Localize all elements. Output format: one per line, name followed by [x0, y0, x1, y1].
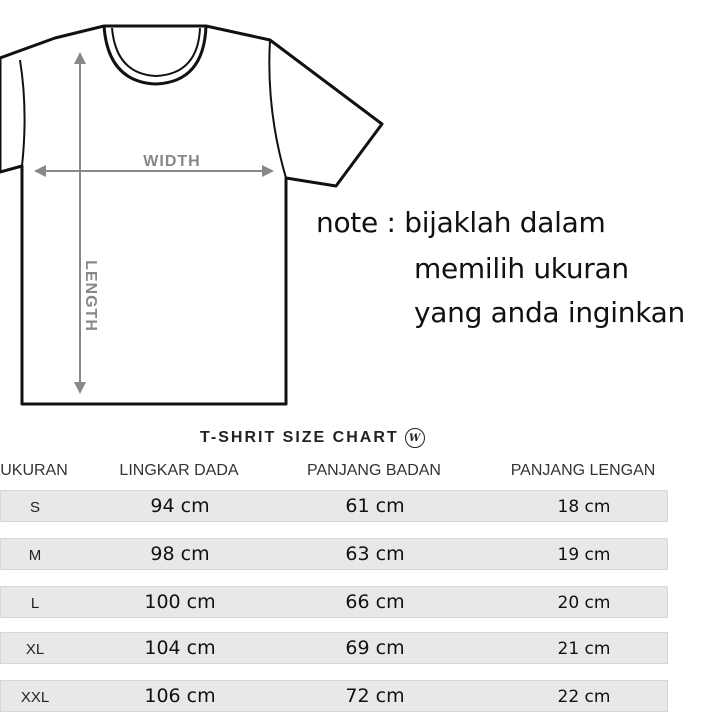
- cell-size: M: [28, 547, 42, 564]
- note-line-2: memilih ukuran: [414, 252, 629, 285]
- header-ukuran: UKURAN: [0, 462, 68, 479]
- cell-sleeve-length: 19 cm: [557, 545, 611, 565]
- brand-logo-icon: W: [405, 428, 425, 448]
- cell-size: XXL: [20, 689, 50, 706]
- cell-body-length: 63 cm: [345, 543, 405, 565]
- cell-body-length: 72 cm: [345, 685, 405, 707]
- cell-chest: 104 cm: [144, 637, 216, 659]
- cell-chest: 100 cm: [144, 591, 216, 613]
- cell-sleeve-length: 21 cm: [557, 639, 611, 659]
- cell-sleeve-length: 22 cm: [557, 687, 611, 707]
- header-panjang-badan: PANJANG BADAN: [307, 462, 441, 479]
- cell-body-length: 61 cm: [345, 495, 405, 517]
- cell-chest: 106 cm: [144, 685, 216, 707]
- header-panjang-lengan: PANJANG LENGAN: [510, 462, 656, 479]
- cell-sleeve-length: 18 cm: [557, 497, 611, 517]
- cell-sleeve-length: 20 cm: [557, 593, 611, 613]
- size-chart-title-text: T-SHRIT SIZE CHART: [200, 429, 399, 446]
- table-row: [0, 490, 668, 522]
- cell-size: S: [29, 499, 40, 516]
- width-label: WIDTH: [143, 153, 201, 170]
- note-line-1: note : bijaklah dalam: [316, 206, 606, 239]
- header-lingkar-dada: LINGKAR DADA: [119, 462, 239, 479]
- size-table-header: [0, 462, 726, 486]
- cell-body-length: 69 cm: [345, 637, 405, 659]
- cell-chest: 98 cm: [150, 543, 210, 565]
- cell-chest: 94 cm: [150, 495, 210, 517]
- table-row: [0, 680, 668, 712]
- size-chart-title: [200, 428, 425, 448]
- cell-body-length: 66 cm: [345, 591, 405, 613]
- note-line-3: yang anda inginkan: [414, 296, 685, 329]
- cell-size: XL: [25, 641, 45, 658]
- cell-size: L: [30, 595, 40, 612]
- length-label: LENGTH: [82, 260, 99, 332]
- table-row: [0, 538, 668, 570]
- table-row: [0, 586, 668, 618]
- table-row: [0, 632, 668, 664]
